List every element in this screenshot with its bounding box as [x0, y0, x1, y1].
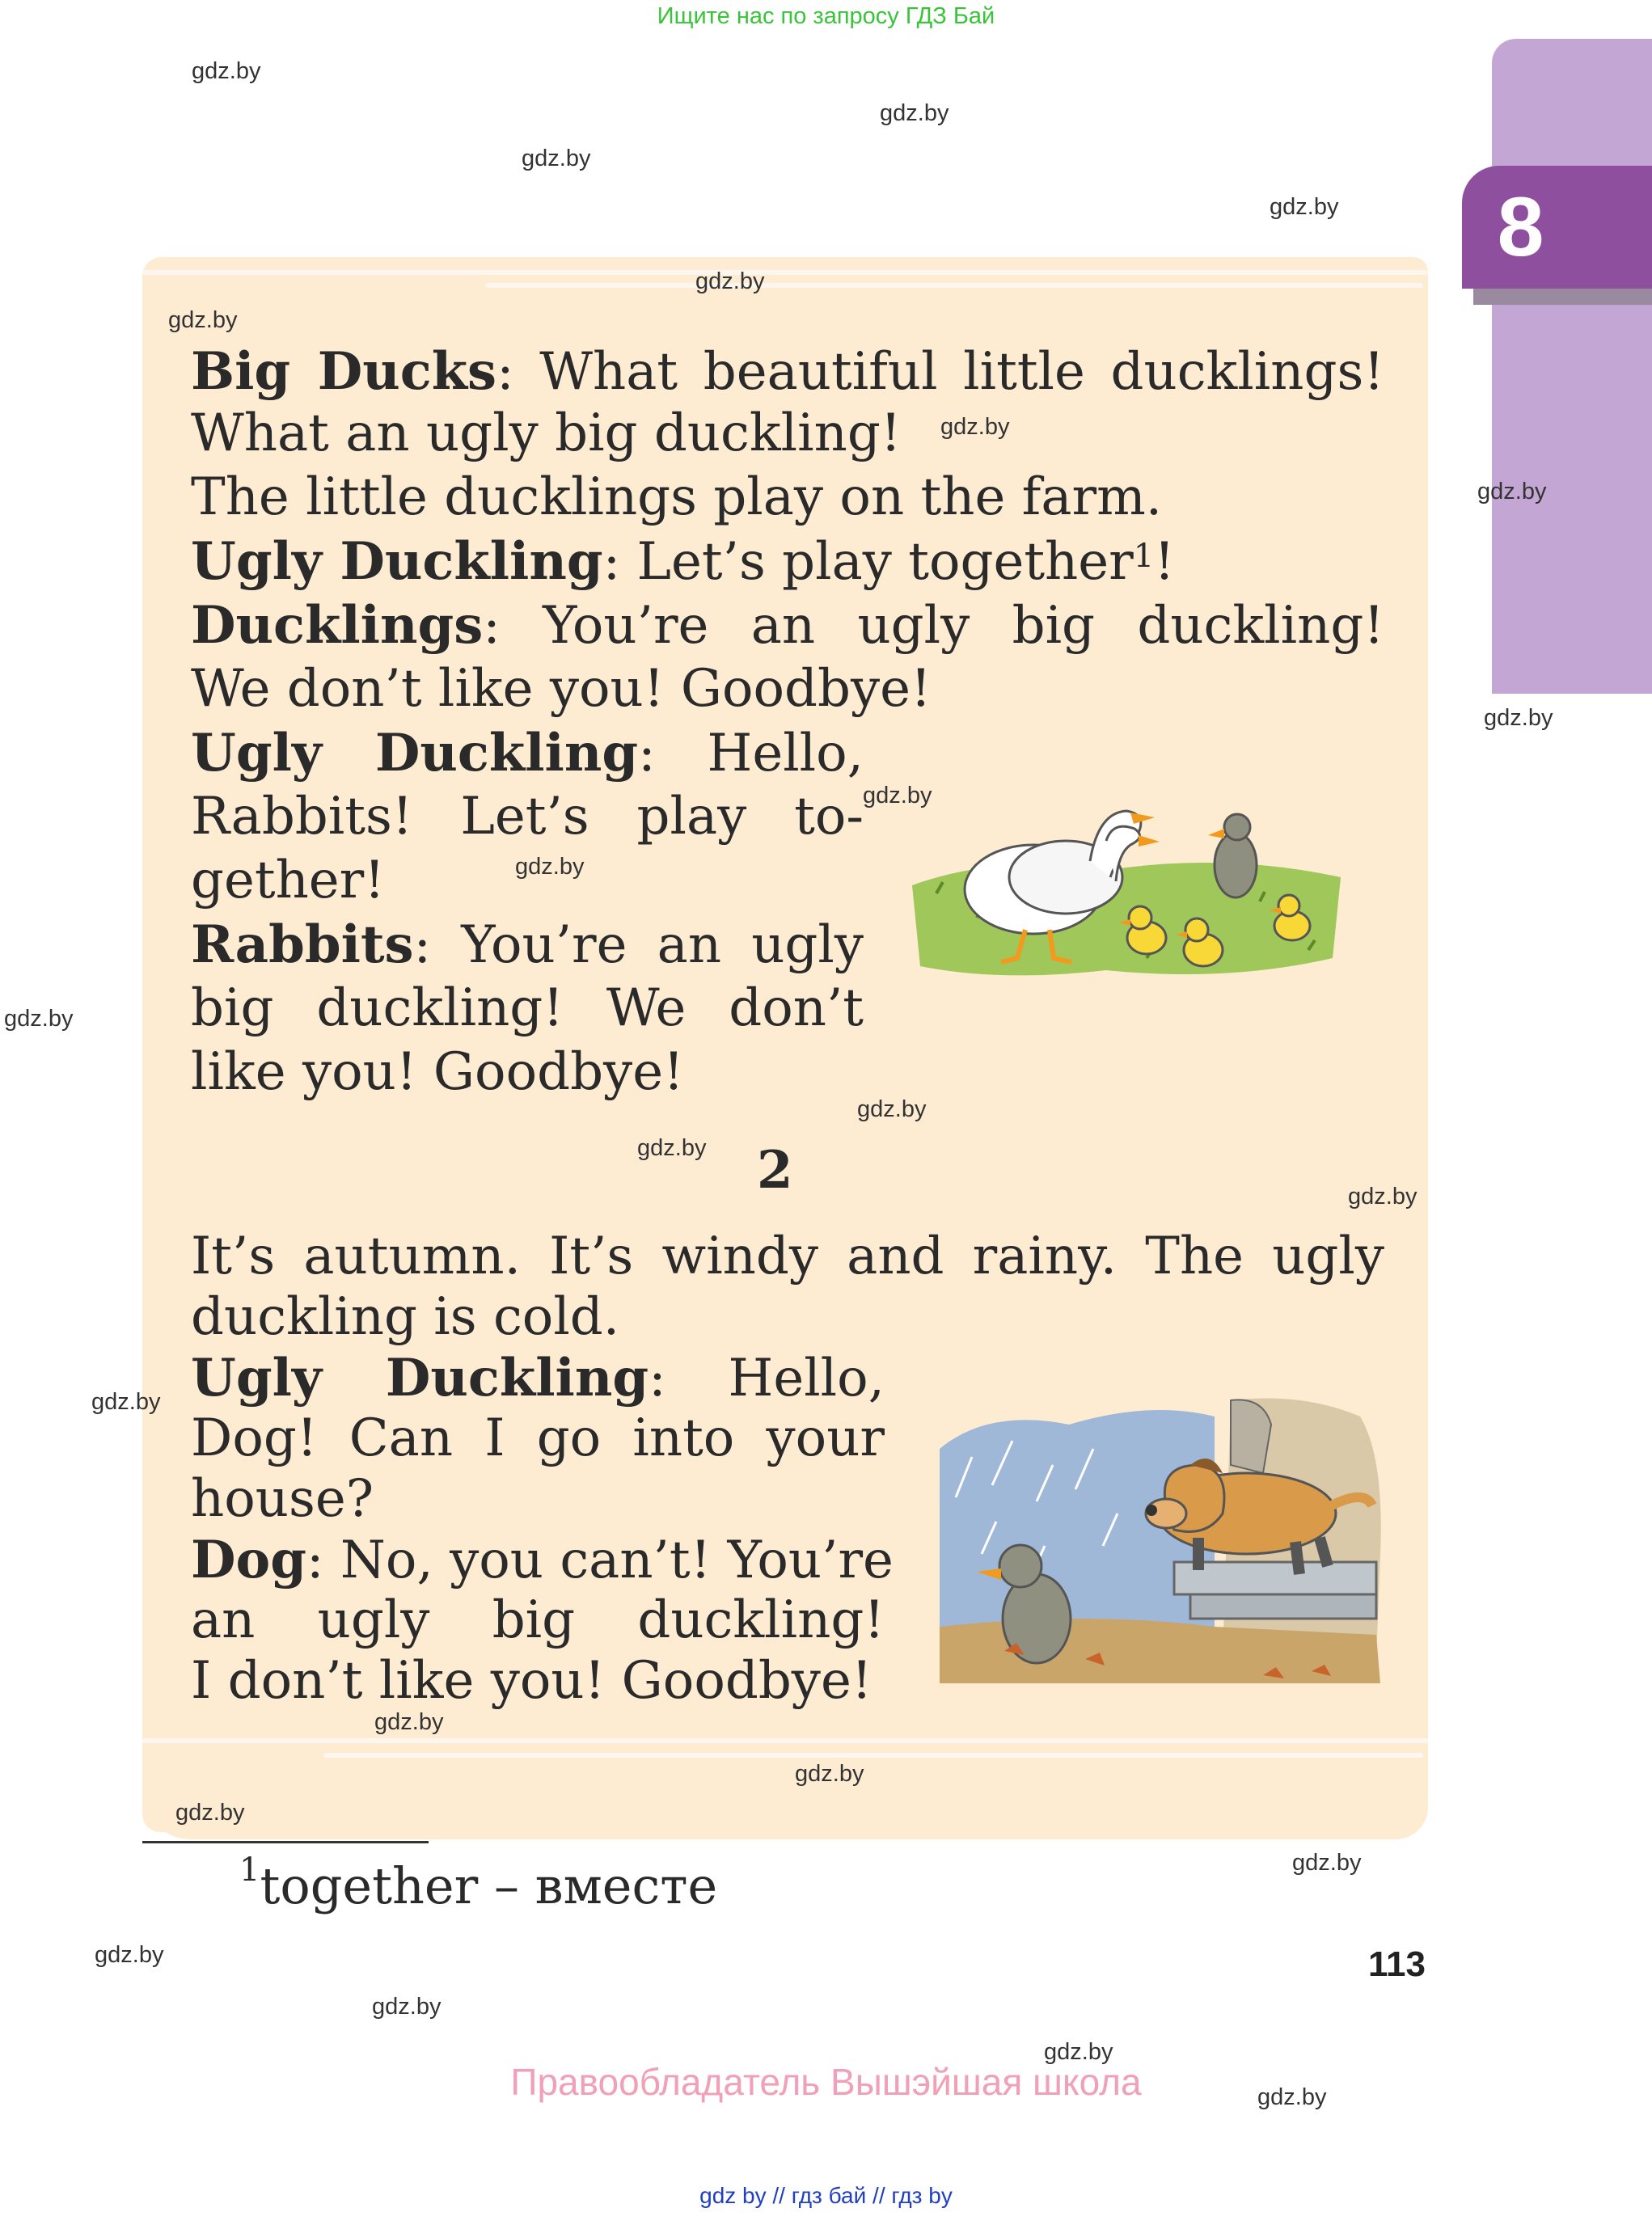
footnote-divider: [142, 1841, 429, 1843]
ducks-illustration: [904, 796, 1344, 1007]
page-number: 113: [1368, 1944, 1426, 1984]
story-line: Rabbits! Let’s play to-: [191, 787, 864, 847]
side-tab: [1492, 39, 1652, 694]
section-number: 2: [757, 1140, 793, 1201]
watermark: gdz.by: [95, 1942, 164, 1968]
story-line: It’s autumn. It’s windy and rainy. The ugly: [191, 1226, 1384, 1286]
footnote-ref: 1: [1133, 538, 1155, 575]
story-line: Dog! Can I go into your: [191, 1408, 885, 1468]
speaker: Ugly Duckling: [191, 531, 603, 592]
story-line: I don’t like you! Goodbye!: [191, 1651, 872, 1711]
watermark: gdz.by: [374, 1709, 444, 1735]
watermark: gdz.by: [1044, 2039, 1113, 2065]
watermark: gdz.by: [1270, 194, 1339, 220]
watermark: gdz.by: [1348, 1184, 1418, 1210]
parchment-streak: [142, 1738, 1428, 1743]
story-line: duckling is cold.: [191, 1287, 620, 1347]
unit-number: 8: [1497, 180, 1544, 274]
story-line: [191, 340, 1384, 404]
story-line: The little ducklings play on the farm.: [191, 467, 1163, 527]
watermark: gdz.by: [1484, 705, 1553, 731]
watermark: gdz.by: [372, 1994, 442, 2020]
story-line: What an ugly big duckling!: [191, 403, 902, 463]
watermark: gdz.by: [175, 1800, 245, 1826]
story-line: [191, 593, 1384, 658]
story-line: [191, 913, 864, 977]
dialogue: : Let’s play together: [602, 532, 1134, 592]
speaker: Rabbits: [191, 914, 414, 975]
story-line: [191, 1528, 894, 1593]
story-line: [191, 530, 1175, 594]
parchment-streak: [485, 283, 1423, 288]
speaker: Ugly Duckling: [191, 1348, 649, 1408]
watermark: gdz.by: [857, 1096, 927, 1122]
story-line: house?: [191, 1469, 374, 1529]
copyright-notice: Правообладатель Вышэйшая школа: [510, 2061, 1142, 2103]
story-line: like you! Goodbye!: [191, 1042, 684, 1102]
footnote-marker: 1: [239, 1851, 260, 1889]
watermark: gdz.by: [795, 1761, 864, 1787]
footnote-text: together – вместе: [260, 1856, 718, 1915]
watermark: gdz.by: [4, 1006, 74, 1032]
story-line: an ugly big duckling!: [191, 1590, 885, 1650]
dialogue: : Hello,: [649, 1349, 885, 1408]
watermark: gdz.by: [1257, 2084, 1327, 2110]
dialogue: : Hello,: [638, 724, 864, 783]
search-banner[interactable]: Ищите нас по запросу ГДЗ Бай: [657, 3, 995, 29]
watermark: gdz.by: [1477, 479, 1547, 505]
story-line: big duckling! We don’t: [191, 978, 864, 1038]
watermark: gdz.by: [168, 307, 238, 333]
watermark: gdz.by: [863, 783, 932, 809]
watermark: gdz.by: [637, 1135, 707, 1161]
dialogue: : You’re an ugly: [413, 915, 864, 975]
speaker: Dog: [191, 1530, 306, 1590]
dialogue: : You’re an ugly big duckling!: [483, 596, 1384, 656]
parchment-streak: [323, 1753, 1423, 1758]
dialogue-end: !: [1154, 532, 1175, 592]
story-line: [191, 721, 864, 786]
watermark: gdz.by: [91, 1389, 161, 1415]
story-line: [191, 1346, 885, 1411]
watermark: gdz.by: [515, 854, 585, 880]
footnote: [239, 1851, 718, 1915]
unit-badge-shadow: [1473, 289, 1652, 305]
dialogue: : No, you can’t! You’re: [306, 1530, 894, 1590]
speaker: Ugly Duckling: [191, 723, 639, 783]
dog-illustration: [923, 1392, 1384, 1691]
parchment-streak: [142, 270, 1428, 275]
watermark: gdz.by: [522, 146, 591, 171]
watermark: gdz.by: [880, 100, 949, 126]
story-line: We don’t like you! Goodbye!: [191, 659, 932, 719]
dialogue: : What beautiful little ducklings!: [496, 342, 1385, 402]
speaker: Ducklings: [191, 595, 484, 656]
watermark: gdz.by: [940, 414, 1010, 440]
watermark: gdz.by: [695, 268, 765, 294]
watermark: gdz.by: [192, 58, 261, 84]
speaker: Big Ducks: [191, 341, 497, 402]
watermark: gdz.by: [1292, 1850, 1362, 1876]
bottom-links[interactable]: gdz by // гдз бай // гдз by: [699, 2183, 953, 2208]
story-line: gether!: [191, 851, 385, 910]
